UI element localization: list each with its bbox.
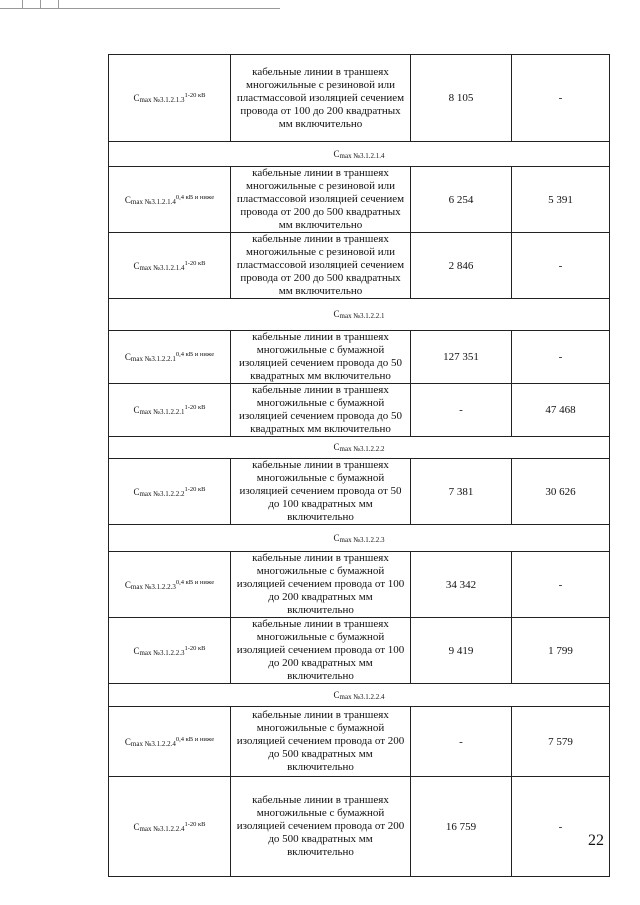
value-cell-2: - bbox=[512, 777, 610, 877]
code-base: C bbox=[333, 309, 340, 319]
page-number: 22 bbox=[588, 832, 604, 849]
code-subscript: max №3.1.2.2.1 bbox=[339, 312, 385, 320]
table-row bbox=[109, 233, 610, 299]
table-group-row bbox=[109, 525, 610, 552]
voltage-superscript: 1-20 кВ bbox=[184, 259, 206, 267]
code-base: C bbox=[333, 148, 340, 159]
value-cell-2: - bbox=[512, 55, 610, 142]
code-base: C bbox=[333, 532, 340, 543]
rate-code-cell bbox=[109, 55, 231, 142]
value-cell-2: - bbox=[512, 233, 610, 299]
code-base: C bbox=[124, 352, 131, 362]
code-subscript: max №3.1.2.2.3 bbox=[130, 582, 176, 591]
voltage-superscript: 1-20 кВ bbox=[184, 820, 206, 828]
value-cell-1: 34 342 bbox=[411, 552, 512, 618]
tariff-table bbox=[108, 54, 610, 877]
rate-code-cell bbox=[109, 459, 231, 525]
group-heading bbox=[109, 142, 610, 167]
group-heading bbox=[109, 684, 610, 707]
voltage-superscript: 1-20 кВ bbox=[184, 485, 206, 493]
value-cell-1: 9 419 bbox=[411, 618, 512, 684]
rate-code-cell bbox=[109, 167, 231, 233]
rate-code-cell bbox=[109, 707, 231, 777]
code-base: C bbox=[133, 260, 140, 271]
group-heading bbox=[109, 299, 610, 331]
code-base: C bbox=[333, 689, 340, 700]
value-cell-2: 7 579 bbox=[512, 707, 610, 777]
code-base: C bbox=[333, 442, 340, 452]
value-cell-1: - bbox=[411, 384, 512, 437]
voltage-superscript: 1-20 кВ bbox=[184, 404, 206, 411]
code-base: C bbox=[133, 645, 140, 656]
value-cell-1: 6 254 bbox=[411, 167, 512, 233]
value-cell-2: 1 799 bbox=[512, 618, 610, 684]
table-group-row bbox=[109, 299, 610, 331]
code-subscript: max №3.1.2.1.4 bbox=[130, 197, 176, 206]
code-base: C bbox=[133, 821, 140, 832]
code-subscript: max №3.1.2.1.4 bbox=[339, 151, 385, 160]
voltage-superscript: 0,4 кВ и ниже bbox=[175, 351, 215, 358]
rate-code-cell bbox=[109, 618, 231, 684]
code-subscript: max №3.1.2.2.1 bbox=[130, 355, 176, 363]
rate-code-cell bbox=[109, 233, 231, 299]
voltage-superscript: 0,4 кВ и ниже bbox=[175, 193, 215, 201]
voltage-superscript: 1-20 кВ bbox=[184, 92, 206, 99]
description-cell: кабельные линии в траншеях многожильные с бумажной изоляцией сечением провода до 50 квадратных мм включительно bbox=[231, 331, 411, 384]
table-row bbox=[109, 707, 610, 777]
table-row bbox=[109, 167, 610, 233]
table-group-row bbox=[109, 684, 610, 707]
voltage-superscript: 0,4 кВ и ниже bbox=[175, 578, 215, 586]
code-subscript: max №3.1.2.2.3 bbox=[339, 535, 385, 544]
value-cell-2: 30 626 bbox=[512, 459, 610, 525]
value-cell-2: 5 391 bbox=[512, 167, 610, 233]
code-base: C bbox=[133, 486, 140, 497]
group-heading bbox=[109, 525, 610, 552]
code-base: C bbox=[133, 405, 140, 415]
value-cell-1: 7 381 bbox=[411, 459, 512, 525]
group-heading bbox=[109, 437, 610, 459]
value-cell-1: 2 846 bbox=[411, 233, 512, 299]
value-cell-1: 127 351 bbox=[411, 331, 512, 384]
tariff-table-body bbox=[109, 55, 610, 877]
voltage-superscript: 0,4 кВ и ниже bbox=[175, 735, 215, 743]
value-cell-2: - bbox=[512, 552, 610, 618]
description-cell: кабельные линии в траншеях многожильные с бумажной изоляцией сечением провода от 100 до 200 квадратных мм включительно bbox=[231, 552, 411, 618]
table-row bbox=[109, 331, 610, 384]
table-group-row bbox=[109, 142, 610, 167]
table-row bbox=[109, 618, 610, 684]
code-subscript: max №3.1.2.1.4 bbox=[139, 263, 185, 272]
code-base: C bbox=[124, 579, 131, 590]
code-subscript: max №3.1.2.2.1 bbox=[139, 408, 185, 416]
value-cell-1: 8 105 bbox=[411, 55, 512, 142]
code-subscript: max №3.1.2.2.2 bbox=[339, 445, 385, 453]
description-cell: кабельные линии в траншеях многожильные с резиновой или пластмассовой изоляцией сечением провода от 200 до 500 квадратных мм включительно bbox=[231, 233, 411, 299]
description-cell: кабельные линии в траншеях многожильные с бумажной изоляцией сечением провода от 100 до 200 квадратных мм включительно bbox=[231, 618, 411, 684]
code-subscript: max №3.1.2.2.4 bbox=[139, 824, 185, 833]
code-subscript: max №3.1.2.2.2 bbox=[139, 489, 185, 498]
description-cell: кабельные линии в траншеях многожильные с бумажной изоляцией сечением провода от 200 до 500 квадратных мм включительно bbox=[231, 707, 411, 777]
voltage-superscript: 1-20 кВ bbox=[184, 644, 206, 652]
table-row bbox=[109, 552, 610, 618]
table-row bbox=[109, 384, 610, 437]
description-cell: кабельные линии в траншеях многожильные с резиновой или пластмассовой изоляцией сечением провода от 200 до 500 квадратных мм включительно bbox=[231, 167, 411, 233]
rate-code-cell bbox=[109, 552, 231, 618]
description-cell: кабельные линии в траншеях многожильные с резиновой или пластмассовой изоляцией сечением провода от 100 до 200 квадратных мм включительно bbox=[231, 55, 411, 142]
code-subscript: max №3.1.2.2.4 bbox=[339, 692, 385, 701]
code-base: C bbox=[124, 736, 131, 747]
rate-code-cell bbox=[109, 777, 231, 877]
scan-header-mark bbox=[0, 0, 300, 12]
code-subscript: max №3.1.2.2.4 bbox=[130, 739, 176, 748]
table-row bbox=[109, 55, 610, 142]
code-base: C bbox=[124, 194, 131, 205]
description-cell: кабельные линии в траншеях многожильные с бумажной изоляцией сечением провода от 200 до 500 квадратных мм включительно bbox=[231, 777, 411, 877]
rate-code-cell bbox=[109, 384, 231, 437]
description-cell: кабельные линии в траншеях многожильные с бумажной изоляцией сечением провода от 50 до 100 квадратных мм включительно bbox=[231, 459, 411, 525]
value-cell-1: 16 759 bbox=[411, 777, 512, 877]
code-subscript: max №3.1.2.1.3 bbox=[139, 96, 185, 104]
code-base: C bbox=[133, 93, 140, 103]
value-cell-2: - bbox=[512, 331, 610, 384]
table-row bbox=[109, 777, 610, 877]
description-cell: кабельные линии в траншеях многожильные с бумажной изоляцией сечением провода до 50 квадратных мм включительно bbox=[231, 384, 411, 437]
table-group-row bbox=[109, 437, 610, 459]
value-cell-1: - bbox=[411, 707, 512, 777]
code-subscript: max №3.1.2.2.3 bbox=[139, 648, 185, 657]
table-row bbox=[109, 459, 610, 525]
value-cell-2: 47 468 bbox=[512, 384, 610, 437]
rate-code-cell bbox=[109, 331, 231, 384]
